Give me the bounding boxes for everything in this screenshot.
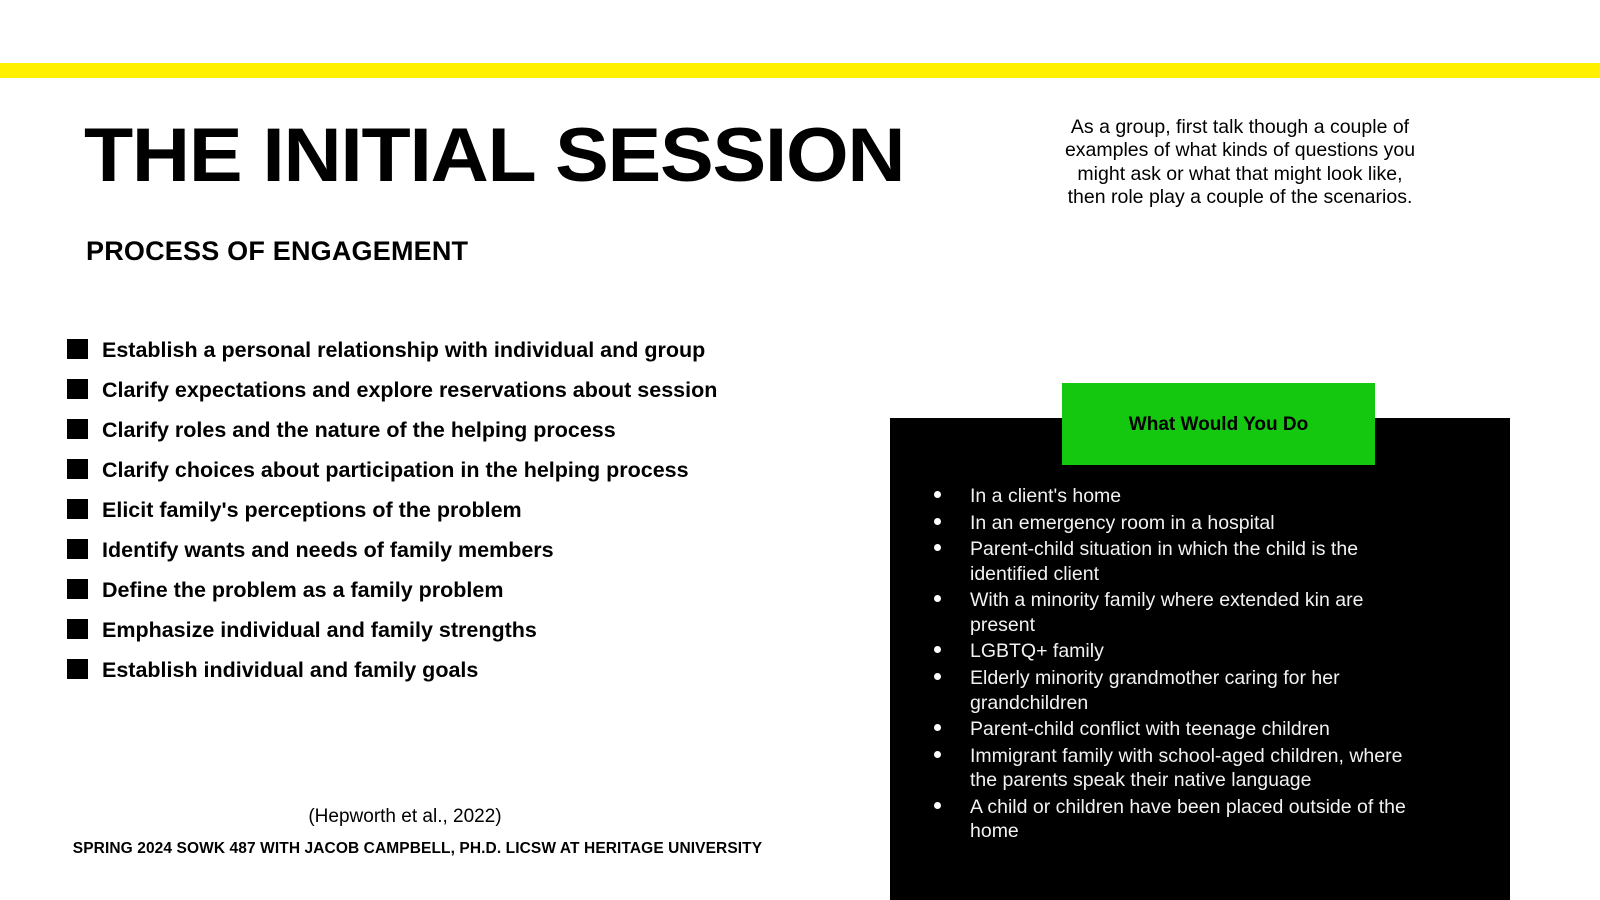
scenario-list-item [930,639,1430,664]
scenario-list-item-label: Parent-child conflict with teenage children [970,718,1330,741]
square-bullet-icon [67,419,88,439]
scenario-list-item [930,744,1430,793]
scenario-list-item [930,666,1430,715]
process-list-item [66,580,856,602]
process-list-item [66,660,856,682]
page-title: THE INITIAL SESSION [84,113,905,198]
round-bullet-icon [934,544,941,551]
square-bullet-icon [67,459,88,479]
scenario-list-item-label: Immigrant family with school-aged children, where the parents speak their native language [970,744,1403,792]
process-list-item-label: Emphasize individual and family strengths [102,618,537,642]
scenario-list-item-label: Parent-child situation in which the child is the identified client [970,538,1359,585]
scenario-list-item [930,795,1430,844]
what-would-you-do-header [1062,383,1375,465]
process-of-engagement-list [66,340,856,700]
page-subtitle: PROCESS OF ENGAGEMENT [86,236,469,266]
process-list-item-label: Establish a personal relationship with individual and group [102,338,706,362]
process-list-item [66,420,856,442]
square-bullet-icon [67,379,88,399]
round-bullet-icon [934,491,941,498]
process-list-item [66,500,856,522]
square-bullet-icon [67,659,88,679]
scenario-list-item [930,717,1430,742]
process-list-item-label: Establish individual and family goals [102,658,479,682]
citation: (Hepworth et al., 2022) [308,806,502,827]
scenario-list-item-label: With a minority family where extended kin are present [970,589,1364,636]
scenario-list [930,484,1430,846]
process-list-item-label: Identify wants and needs of family members [102,538,554,562]
process-list-item [66,380,856,402]
footer-attribution: SPRING 2024 SOWK 487 WITH JACOB CAMPBELL, PH.D. LICSW AT HERITAGE UNIVERSITY [72,840,763,857]
scenario-list-item-label: In a client's home [970,485,1122,507]
square-bullet-icon [67,619,88,639]
square-bullet-icon [67,539,88,559]
round-bullet-icon [934,595,941,602]
process-list-item [66,460,856,482]
round-bullet-icon [934,646,941,653]
round-bullet-icon [934,802,941,809]
process-list-item [66,340,856,362]
round-bullet-icon [934,724,941,731]
process-list-item [66,620,856,642]
what-would-you-do-label: What Would You Do [1128,414,1309,435]
scenario-list-item-label: A child or children have been placed outside of the home [970,795,1406,843]
instruction-text: As a group, first talk though a couple of examples of what kinds of questions you might ask or what that might look like, then role play a couple of the scenarios. [1064,116,1416,209]
process-list-item-label: Clarify expectations and explore reservations about session [102,378,718,402]
scenario-list-item-label: Elderly minority grandmother caring for her grandchildren [970,666,1340,714]
process-list-item-label: Elicit family's perceptions of the problem [102,498,522,522]
scenario-list-item [930,537,1430,586]
scenario-list-item [930,484,1430,509]
round-bullet-icon [934,751,941,758]
process-list-item-label: Clarify choices about participation in the helping process [102,458,689,482]
scenario-list-item-label: In an emergency room in a hospital [970,511,1275,534]
accent-bar [0,63,1600,78]
scenario-list-item [930,511,1430,536]
round-bullet-icon [934,673,941,680]
round-bullet-icon [934,518,941,525]
scenario-list-item-label: LGBTQ+ family [970,640,1104,663]
process-list-item [66,540,856,562]
square-bullet-icon [67,579,88,599]
square-bullet-icon [67,499,88,519]
scenario-list-item [930,588,1430,637]
process-list-item-label: Clarify roles and the nature of the helping process [102,418,616,442]
process-list-item-label: Define the problem as a family problem [102,578,504,602]
square-bullet-icon [67,339,88,359]
